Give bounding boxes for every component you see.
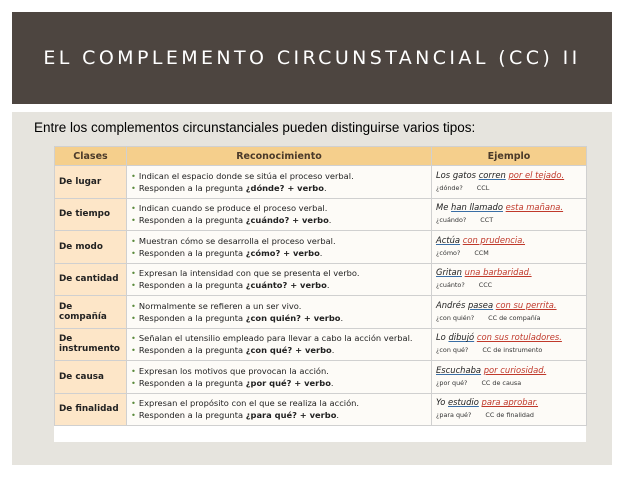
table-row	[55, 263, 587, 296]
recognition-cell	[127, 231, 432, 264]
example-cc-type: CCL	[476, 183, 490, 192]
example-cell	[432, 296, 587, 329]
slide-title: EL COMPLEMENTO CIRCUNSTANCIAL (CC) II	[43, 47, 581, 69]
example-cc: por el tejado.	[508, 169, 565, 180]
example-verb: corren	[478, 169, 506, 180]
example-question: ¿dónde?	[436, 183, 463, 192]
bullet-icon: •	[131, 247, 136, 258]
header-clases: Clases	[55, 147, 127, 166]
class-name: De modo	[55, 231, 127, 264]
bullet-icon: •	[131, 345, 136, 356]
bullet-icon: •	[131, 377, 136, 388]
example-annotation	[436, 280, 582, 291]
example-cell	[432, 263, 587, 296]
recognition-line-2: • Responden a la pregunta ¿cómo? + verbo.	[131, 247, 323, 258]
example-cc: esta mañana.	[505, 202, 564, 213]
recognition-line-1: • Indican cuando se produce el proceso verbal.	[131, 203, 328, 214]
example-verb: han llamado	[451, 202, 503, 213]
recognition-line-2: • Responden a la pregunta ¿por qué? + verbo.	[131, 377, 334, 388]
example-sentence: Me han llamado esta mañana.	[436, 202, 564, 213]
example-annotation	[436, 313, 582, 324]
table-row	[55, 393, 587, 426]
class-name: De compañía	[55, 296, 127, 329]
header-reconocimiento: Reconocimiento	[127, 147, 432, 166]
table-body	[55, 166, 587, 426]
example-sentence: Yo estudio para aprobar.	[436, 397, 539, 408]
recognition-line-1: • Señalan el utensilio empleado para llevar a cabo la acción verbal.	[131, 333, 413, 344]
table-header-row	[55, 147, 587, 166]
example-cc-type: CC de compañía	[488, 313, 541, 322]
class-name: De cantidad	[55, 263, 127, 296]
recognition-line-1: • Muestran cómo se desarrolla el proceso verbal.	[131, 235, 336, 246]
table-row	[55, 296, 587, 329]
recognition-line-2: • Responden a la pregunta ¿con quién? + verbo.	[131, 312, 344, 323]
example-cc-type: CC de causa	[481, 378, 522, 387]
recognition-line-2: • Responden a la pregunta ¿para qué? + verbo.	[131, 410, 340, 421]
recognition-cell	[127, 198, 432, 231]
table-row	[55, 231, 587, 264]
class-name: De lugar	[55, 166, 127, 199]
example-cc-type: CC de finalidad	[485, 411, 534, 420]
example-sentence: Los gatos corren por el tejado.	[436, 169, 565, 180]
table-row	[55, 361, 587, 394]
recognition-line-2: • Responden a la pregunta ¿dónde? + verbo.	[131, 182, 327, 193]
cc-table	[54, 146, 587, 426]
example-sentence: Andrés pasea con su perrita.	[436, 299, 557, 310]
example-cc-type: CCC	[478, 281, 493, 290]
example-question: ¿cuándo?	[436, 216, 467, 225]
table-row	[55, 198, 587, 231]
class-name: De instrumento	[55, 328, 127, 361]
example-question: ¿para qué?	[436, 411, 472, 420]
class-name: De finalidad	[55, 393, 127, 426]
example-cc: con sus rotuladores.	[476, 332, 562, 343]
intro-text: Entre los complementos circunstanciales pueden distinguirse varios tipos:	[34, 120, 476, 135]
bullet-icon: •	[131, 182, 136, 193]
example-sentence: Lo dibujó con sus rotuladores.	[436, 332, 562, 343]
example-annotation	[436, 183, 582, 194]
bullet-icon: •	[131, 333, 136, 344]
example-cell	[432, 166, 587, 199]
example-annotation	[436, 378, 582, 389]
example-sentence	[436, 235, 582, 246]
bullet-icon: •	[131, 365, 136, 376]
recognition-cell	[127, 393, 432, 426]
example-cell	[432, 393, 587, 426]
recognition-line-1: • Expresan la intensidad con que se presenta el verbo.	[131, 268, 360, 279]
example-verb: pasea	[467, 299, 494, 310]
example-question: ¿cómo?	[436, 248, 461, 257]
example-cell	[432, 198, 587, 231]
bullet-icon: •	[131, 398, 136, 409]
example-annotation	[436, 215, 582, 226]
example-cc: con prudencia.	[462, 234, 526, 245]
recognition-cell	[127, 166, 432, 199]
example-sentence	[436, 267, 582, 278]
table-row	[55, 328, 587, 361]
example-question: ¿por qué?	[436, 378, 468, 387]
example-annotation	[436, 345, 582, 356]
example-question: ¿con quién?	[436, 313, 475, 322]
recognition-cell	[127, 296, 432, 329]
recognition-line-2: • Responden a la pregunta ¿cuándo? + verbo.	[131, 215, 332, 226]
example-cc-type: CCT	[480, 216, 494, 225]
recognition-line-2: • Responden a la pregunta ¿con qué? + verbo.	[131, 345, 335, 356]
example-cc-type: CC de instrumento	[482, 346, 543, 355]
example-verb: Gritan	[436, 267, 462, 278]
bullet-icon: •	[131, 268, 136, 279]
recognition-line-1: • Indican el espacio donde se sitúa el proceso verbal.	[131, 170, 354, 181]
recognition-cell	[127, 361, 432, 394]
recognition-line-2: • Responden a la pregunta ¿cuánto? + verbo.	[131, 280, 330, 291]
recognition-cell	[127, 263, 432, 296]
recognition-line-1: • Expresan los motivos que provocan la acción.	[131, 365, 329, 376]
class-name: De tiempo	[55, 198, 127, 231]
example-cc: una barbaridad.	[464, 267, 532, 278]
example-sentence	[436, 365, 582, 376]
example-cc: con su perrita.	[495, 299, 557, 310]
title-bar	[12, 12, 612, 104]
example-cc: por curiosidad.	[483, 364, 547, 375]
bullet-icon: •	[131, 410, 136, 421]
bullet-icon: •	[131, 300, 136, 311]
recognition-line-1: • Expresan el propósito con el que se realiza la acción.	[131, 398, 360, 409]
bullet-icon: •	[131, 203, 136, 214]
recognition-line-1: • Normalmente se refieren a un ser vivo.	[131, 300, 302, 311]
example-verb: dibujó	[448, 332, 475, 343]
bullet-icon: •	[131, 235, 136, 246]
example-cc: para aprobar.	[481, 397, 539, 408]
example-cell	[432, 328, 587, 361]
example-verb: Actúa	[436, 234, 461, 245]
header-ejemplo: Ejemplo	[432, 147, 587, 166]
example-verb: Escuchaba	[436, 364, 482, 375]
example-cell	[432, 231, 587, 264]
bullet-icon: •	[131, 280, 136, 291]
bullet-icon: •	[131, 170, 136, 181]
example-question: ¿con qué?	[436, 346, 469, 355]
example-cell	[432, 361, 587, 394]
bullet-icon: •	[131, 215, 136, 226]
bullet-icon: •	[131, 312, 136, 323]
cc-table-image	[54, 146, 586, 442]
class-name: De causa	[55, 361, 127, 394]
recognition-cell	[127, 328, 432, 361]
example-verb: estudio	[447, 397, 479, 408]
example-cc-type: CCM	[474, 248, 489, 257]
example-annotation	[436, 410, 582, 421]
table-row	[55, 166, 587, 199]
example-question: ¿cuánto?	[436, 281, 465, 290]
example-annotation	[436, 248, 582, 259]
